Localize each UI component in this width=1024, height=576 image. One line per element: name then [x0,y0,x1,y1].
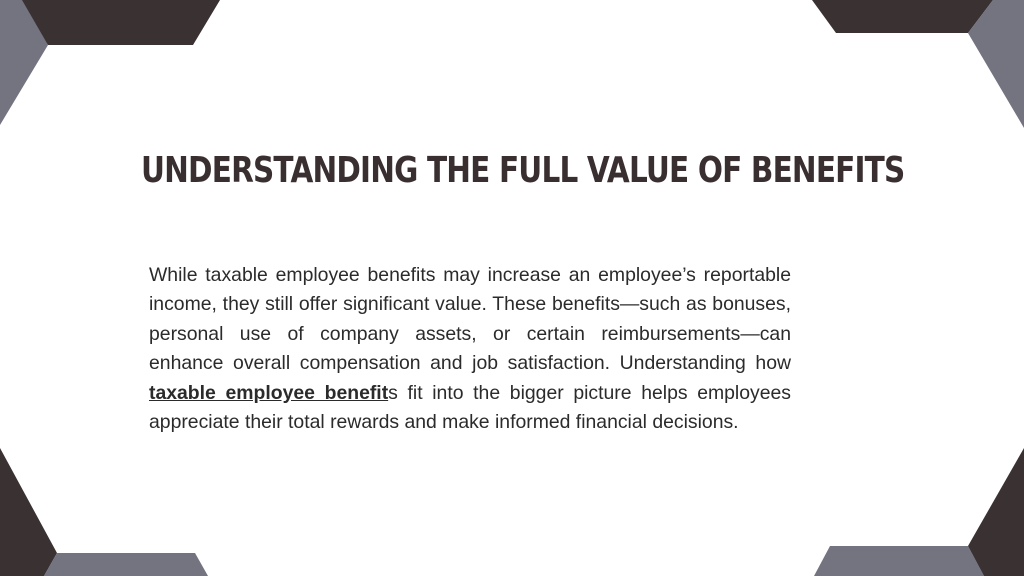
body-paragraph [149,261,791,437]
top-left-dark-shape [22,0,220,45]
bottom-left-dark-shape [0,448,57,576]
taxable-employee-benefit-link[interactable]: taxable employee benefit [149,381,389,404]
top-right-dark-shape [812,0,993,33]
paragraph-text-before-link: While taxable employee benefits may increase an employee’s reportable income, they still offer significant value. These benefits—such as bonuses, personal use of company assets, or certain reimbursements—can enhance overall compensation and job satisfaction. Understanding how [149,264,791,375]
bottom-right-dark-shape [968,448,1024,576]
bottom-left-gray-shape [44,553,208,576]
slide-title: UNDERSTANDING THE FULL VALUE OF BENEFITS [141,150,905,191]
bottom-right-gray-shape [814,546,984,576]
paragraph-text-after-link: s fit into the bigger picture helps employees appreciate their total rewards and make informed financial decisions. [149,381,791,434]
